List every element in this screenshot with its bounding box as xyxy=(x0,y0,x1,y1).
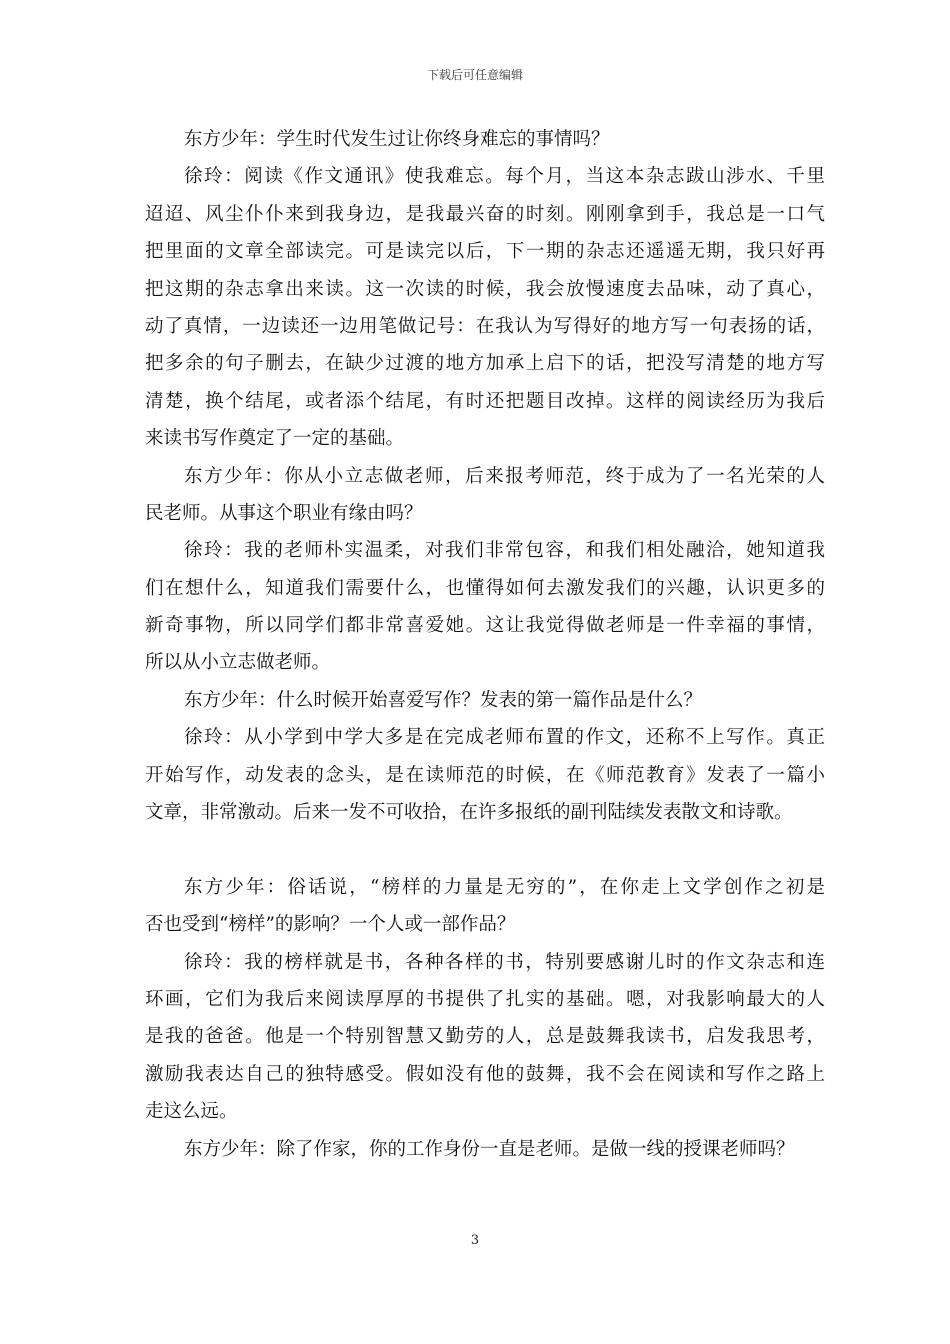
paragraph-line: 迢迢、风尘仆仆来到我身边，是我最兴奋的时刻。刚刚拿到手，我总是一口气 xyxy=(145,203,825,225)
paragraph-line: 徐玲：从小学到中学大多是在完成老师布置的作文，还称不上写作。真正 xyxy=(184,727,825,749)
paragraph-line: 东方少年：你从小立志做老师，后来报考师范，终于成为了一名光荣的人 xyxy=(184,465,825,487)
document-body xyxy=(145,121,825,1168)
paragraph-line: 徐玲：阅读《作文通讯》使我难忘。每个月，当这本杂志跋山涉水、千里 xyxy=(184,166,825,188)
paragraph-line: 激励我表达自己的独特感受。假如没有他的鼓舞，我不会在阅读和写作之路上 xyxy=(145,1063,825,1085)
paragraph-line: 环画，它们为我后来阅读厚厚的书提供了扎实的基础。嗯，对我影响最大的人 xyxy=(145,988,825,1010)
paragraph-line: 新奇事物，所以同学们都非常喜爱她。这让我觉得做老师是一件幸福的事情， xyxy=(145,615,825,637)
paragraph-line: 文章，非常激动。后来一发不可收拾，在许多报纸的副刊陆续发表散文和诗歌。 xyxy=(145,802,793,824)
blank-line xyxy=(145,831,825,868)
paragraph-line: 动了真情，一边读还一边用笔做记号：在我认为写得好的地方写一句表扬的话， xyxy=(145,315,825,337)
paragraph-line: 徐玲：我的榜样就是书，各种各样的书，特别要感谢儿时的作文杂志和连 xyxy=(184,951,825,973)
paragraph-line: 徐玲：我的老师朴实温柔，对我们非常包容，和我们相处融洽，她知道我 xyxy=(184,540,825,562)
paragraph-line: 走这么远。 xyxy=(145,1101,238,1123)
paragraph-line: 把这期的杂志拿出来读。这一次读的时候，我会放慢速度去品味，动了真心， xyxy=(145,278,825,300)
paragraph-line: 东方少年：俗话说，“榜样的力量是无穷的”，在你走上文学创作之初是 xyxy=(184,876,825,898)
header-note: 下载后可任意编辑 xyxy=(426,68,523,82)
paragraph-line: 所以从小立志做老师。 xyxy=(145,652,331,674)
paragraph-line: 否也受到“榜样”的影响？一个人或一部作品？ xyxy=(145,914,516,936)
paragraph-line: 把多余的句子删去，在缺少过渡的地方加承上启下的话，把没写清楚的地方写 xyxy=(145,353,825,375)
page-number: 3 xyxy=(470,1233,480,1248)
paragraph-line: 民老师。从事这个职业有缘由吗？ xyxy=(145,502,423,524)
paragraph-line: 东方少年：什么时候开始喜爱写作？发表的第一篇作品是什么？ xyxy=(184,689,703,711)
paragraph-line: 东方少年：除了作家，你的工作身份一直是老师。是做一线的授课老师吗？ xyxy=(184,1138,795,1160)
paragraph-line: 开始写作，动发表的念头，是在读师范的时候，在《师范教育》发表了一篇小 xyxy=(145,764,825,786)
paragraph-line: 是我的爸爸。他是一个特别智慧又勤劳的人，总是鼓舞我读书，启发我思考， xyxy=(145,1026,825,1048)
paragraph-line: 们在想什么，知道我们需要什么，也懂得如何去激发我们的兴趣，认识更多的 xyxy=(145,577,825,599)
paragraph-line: 东方少年：学生时代发生过让你终身难忘的事情吗？ xyxy=(184,129,610,150)
paragraph-line: 来读书写作奠定了一定的基础。 xyxy=(145,428,405,450)
paragraph-line: 清楚，换个结尾，或者添个结尾，有时还把题目改掉。这样的阅读经历为我后 xyxy=(145,390,825,412)
paragraph-line: 把里面的文章全部读完。可是读完以后，下一期的杂志还遥遥无期，我只好再 xyxy=(145,241,825,263)
